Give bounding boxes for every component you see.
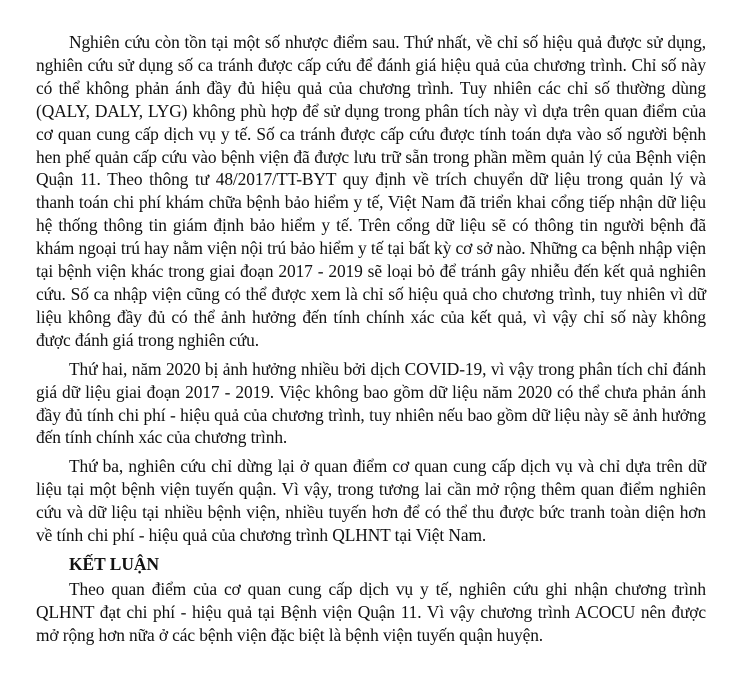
limitations-paragraph-2: Thứ hai, năm 2020 bị ảnh hưởng nhiều bởi dịch COVID-19, vì vậy trong phân tích chỉ đánh giá dữ liệu giai đoạn 2017 - 2019. Việc không bao gồm dữ liệu năm 2020 có thể chưa phản ánh đầy đủ tính chi phí - hiệu quả của chương trình, tuy nhiên nếu bao gồm dữ liệu này sẽ ảnh hưởng đến tính chính xác của chương trình. [36,358,706,448]
conclusion-heading: KẾT LUẬN [69,553,160,574]
conclusion-paragraph: Theo quan điểm của cơ quan cung cấp dịch vụ y tế, nghiên cứu ghi nhận chương trình QLHNT đạt chi phí - hiệu quả tại Bệnh viện Quận 11. Vì vậy chương trình ACOCU nên được mở rộng hơn nữa ở các bệnh viện đặc biệt là bệnh viện tuyến quận huyện. [36,578,706,645]
limitations-paragraph-1: Nghiên cứu còn tồn tại một số nhược điểm sau. Thứ nhất, về chỉ số hiệu quả được sử dụng, nghiên cứu sử dụng số ca tránh được cấp cứu để đánh giá hiệu quả của chương trình. Chỉ số này có thể không phản ánh đầy đủ hiệu quả của chương trình. Tuy nhiên các chỉ số thường dùng (QALY, DALY, LYG) không phù hợp để sử dụng trong phân tích này vì dựa trên quan điểm của cơ quan cung cấp dịch vụ y tế. Số ca tránh được cấp cứu được tính toán dựa vào số người bệnh hen phế quản cấp cứu vào bệnh viện đã được lưu trữ sẵn trong phần mềm quản lý của Bệnh viện Quận 11. Theo thông tư 48/2017/TT-BYT quy định về trích chuyển dữ liệu trong quản lý và thanh toán chi phí khám chữa bệnh bảo hiểm y tế, Việt Nam đã triển khai cổng tiếp nhận dữ liệu hệ thống thông tin giám định bảo hiểm y tế. Trên cổng dữ liệu sẽ có thông tin người bệnh đã khám ngoại trú hay nằm viện nội trú bảo hiểm y tế tại bất kỳ cơ sở nào. Những ca bệnh nhập viện tại bệnh viện khác trong giai đoạn 2017 - 2019 sẽ loại bỏ để tránh gây nhiễu đến kết quả nghiên cứu. Số ca nhập viện cũng có thể được xem là chỉ số hiệu quả cho chương trình, tuy nhiên vì dữ liệu không đầy đủ có thể ảnh hưởng đến tính chính xác của kết quả, vì vậy chỉ số này không được đánh giá trong nghiên cứu. [36,32,706,350]
limitations-paragraph-3: Thứ ba, nghiên cứu chỉ dừng lại ở quan điểm cơ quan cung cấp dịch vụ và chỉ dựa trên dữ liệu tại một bệnh viện tuyến quận. Vì vậy, trong tương lai cần mở rộng thêm quan điểm nghiên cứu và dữ liệu tại nhiều bệnh viện, nhiều tuyến hơn để có thể thu được bức tranh toàn diện hơn về tính chi phí - hiệu quả của chương trình QLHNT tại Việt Nam. [36,456,706,546]
